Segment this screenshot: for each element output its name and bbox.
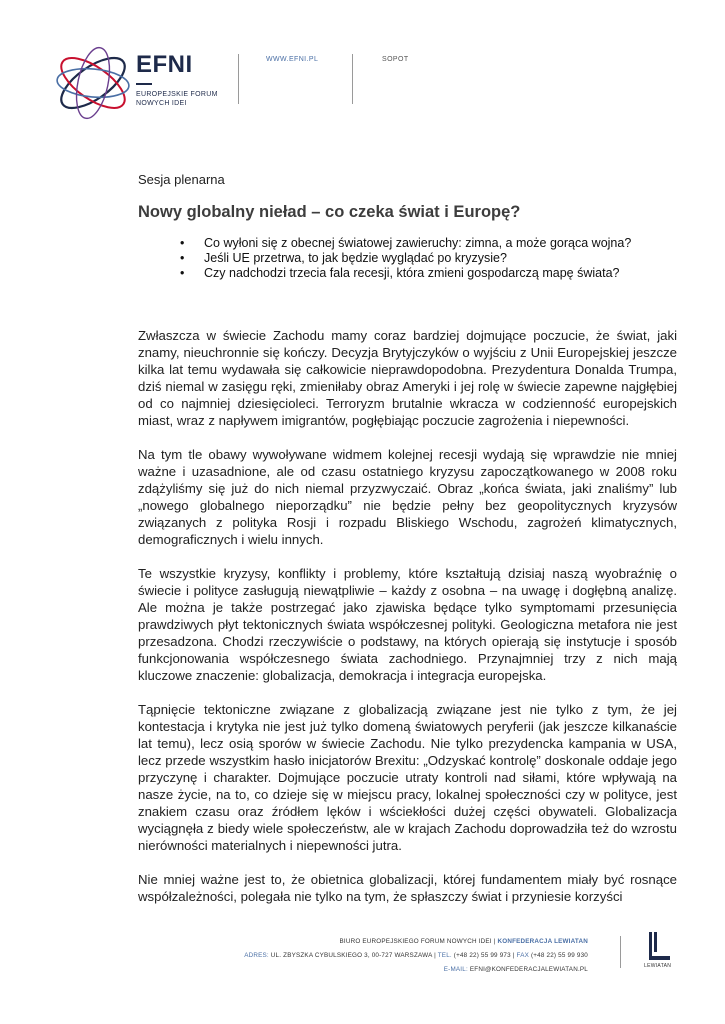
question-item: • Co wyłoni się z obecnej światowej zawieruchy: zimna, a może gorąca wojna?	[180, 236, 631, 251]
footer-line-email: E-MAIL: EFNI@KONFEDERACJALEWIATAN.PL	[443, 966, 588, 973]
session-label: Sesja plenarna	[138, 172, 225, 187]
lewiatan-logo-icon	[648, 932, 670, 960]
question-item: • Jeśli UE przetrwa, to jak będzie wyglądać po kryzysie?	[180, 251, 631, 266]
question-item: • Czy nadchodzi trzecia fala recesji, która zmieni gospodarczą mapę świata?	[180, 266, 631, 281]
article-body	[138, 327, 677, 922]
brand-name: EFNI	[136, 51, 193, 78]
website-link[interactable]: WWW.EFNI.PL	[266, 56, 319, 63]
email-link[interactable]: EFNI@KONFEDERACJALEWIATAN.PL	[467, 966, 588, 973]
lewiatan-label: LEWIATAN	[644, 963, 672, 969]
city-label: SOPOT	[382, 56, 409, 63]
efni-globe-logo-icon	[52, 42, 134, 124]
footer-line-address: ADRES: UL. ZBYSZKA CYBULSKIEGO 3, 00-727 WARSZAWA | TEL. (+48 22) 55 99 973 | FAX (+48 22) 55 99 930	[244, 952, 588, 959]
footer-contact	[244, 935, 588, 977]
brand-block	[136, 52, 218, 108]
header-divider-1	[238, 54, 239, 104]
paragraph: Te wszystkie kryzysy, konflikty i problemy, które kształtują dzisiaj naszą wyobraźnię o świecie i polityce zasługują niewątpliwie – każdy z osobna – na uwagę i dogłębną analizę. Ale można je także postrzegać jako zjawiska będące tylko symptomami przesunięcia prawdziwych płyt tektonicznych świata współczesnej polityki. Geologiczna metafora nie jest przesadzona. Chodzi rzeczywiście o podstawy, na których opierają się instytucje i sposób funkcjonowania współczesnego świata zachodniego. Przynajmniej trzy z nich mają kluczowe znaczenie: globalizacja, demokracja i integracja europejska.	[138, 566, 677, 683]
paragraph: Na tym tle obawy wywoływane widmem kolejnej recesji wydają się wprawdzie nie mniej ważne i uzasadnione, ale od czasu ostatniego kryzysu zapoczątkowanego w 2008 roku zdążyliśmy się już do nich niemal przyzwyczaić. Obraz „końca świata, jaki znaliśmy” lub „nowego globalnego nieporządku” nie będzie pełny bez geopolitycznych kryzysów związanych z polityka Rosji i rozpadu Bliskiego Wschodu, zagrożeń klimatycznych, demograficznych i wielu innych.	[138, 447, 677, 547]
brand-divider	[136, 83, 152, 85]
paragraph: Nie mniej ważne jest to, że obietnica globalizacji, której fundamentem miały być rosnące współzależności, polegała nie tylko na tym, że spłaszczy świat i przyniesie korzyści	[138, 872, 677, 904]
brand-subtitle-line2: NOWYCH IDEI	[136, 100, 187, 107]
header-divider-2	[352, 54, 353, 104]
page-title: Nowy globalny nieład – co czeka świat i Europę?	[138, 203, 521, 221]
paragraph: Zwłaszcza w świecie Zachodu mamy coraz bardziej dojmujące poczucie, że świat, jaki znamy, nieuchronnie się kończy. Decyzja Brytyjczyków o wyjściu z Unii Europejskiej jeszcze kilka lat temu wydawała się całkowicie nieprawdopodobna. Prezydentura Donalda Trumpa, dziś niemal w zasięgu ręki, zmieniłaby obraz Ameryki i jej rolę w świecie zapewne najgłębiej od co najmniej dziesięcioleci. Terroryzm brutalnie wkracza w codzienność europejskich miast, wraz z napływem imigrantów, pogłębiając poczucie zagrożenia i niepewności.	[138, 328, 677, 428]
footer-line-office: BIURO EUROPEJSKIEGO FORUM NOWYCH IDEI | KONFEDERACJA LEWIATAN	[339, 938, 588, 945]
brand-subtitle-line1: EUROPEJSKIE FORUM	[136, 91, 218, 98]
footer-divider	[620, 936, 621, 968]
question-list	[180, 236, 631, 281]
footer-org-name: KONFEDERACJA LEWIATAN	[497, 938, 588, 945]
paragraph: Tąpnięcie tektoniczne związane z globalizacją związane jest nie tylko z tym, że jej kontestacja i krytyka nie jest już tylko domeną światowych peryferii (jak jeszcze kilkanaście lat temu), lecz osią sporów w świecie Zachodu. Nie tylko prezydencka kampania w USA, lecz przede wszystkim hasło inicjatorów Brexitu: „Odzyskać kontrolę” doskonale oddaje jego przyczynę i charakter. Dojmujące poczucie utraty kontroli nad siłami, które wpływają na nasze życie, na to, co dzieje się w miejscu pracy, lokalnej społeczności czy w polityce, jest znakiem czasu oraz źródłem lęków i wściekłości dużej części obywateli. Globalizacja wyciągnęła z biedy wiele społeczeństw, ale w krajach Zachodu doprowadziła też do wzrostu nierówności materialnych i niepewności jutra.	[138, 702, 677, 853]
